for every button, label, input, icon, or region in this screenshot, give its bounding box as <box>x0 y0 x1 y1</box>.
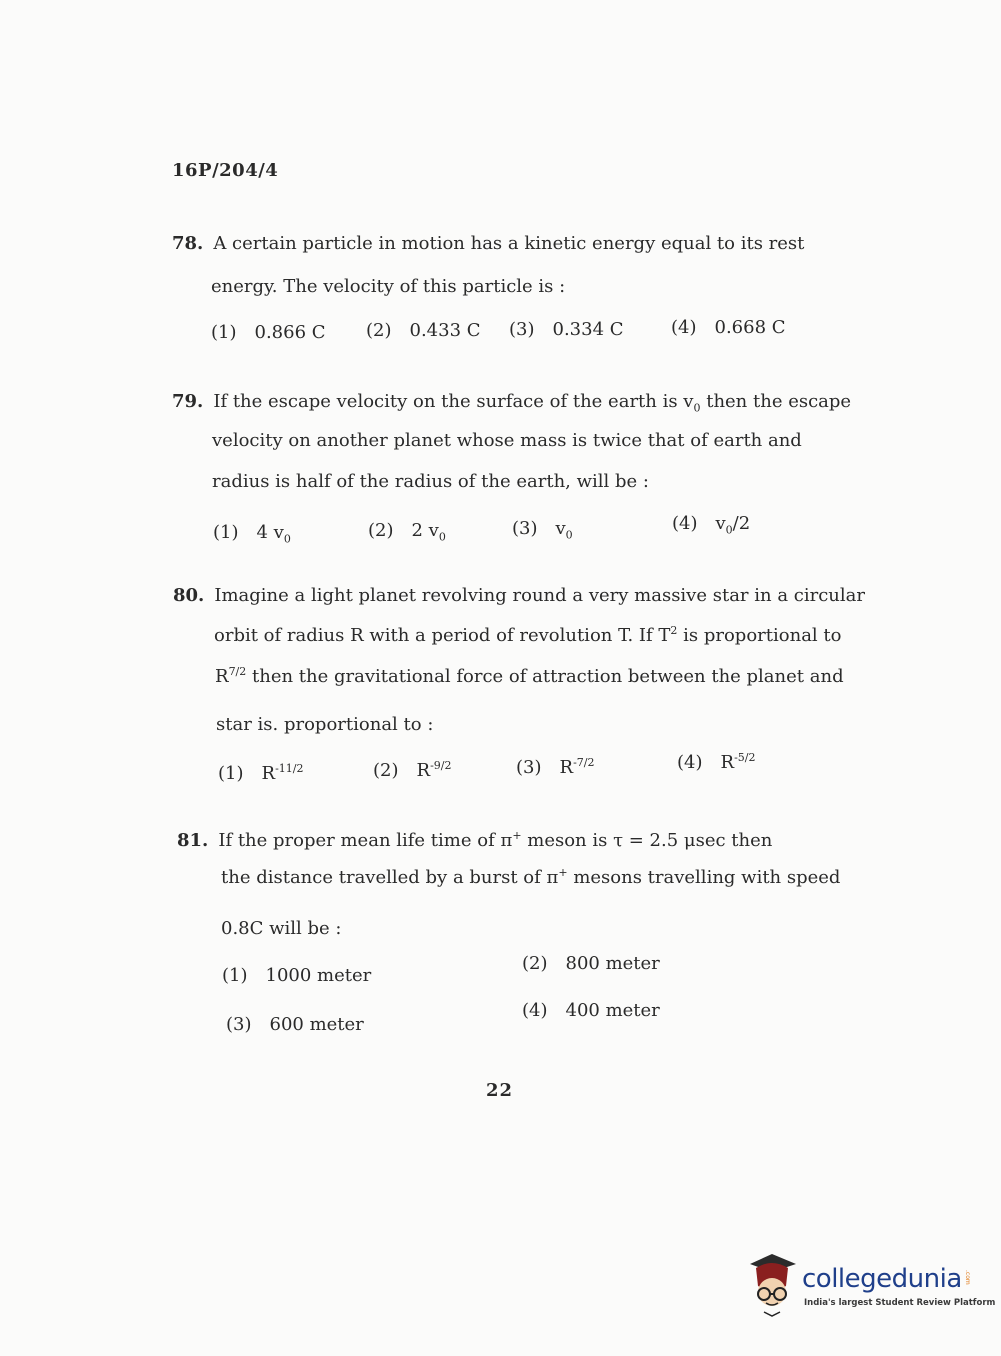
q81-option-2: (2) 800 meter <box>522 953 660 974</box>
question-number: 81. <box>177 830 209 851</box>
q79-option-4: (4) $v_0/2$ <box>672 513 751 537</box>
q78-option-1: (1) 0.866 C <box>211 322 326 343</box>
brand-dotcom: .com <box>964 1270 971 1285</box>
q81-option-4: (4) 400 meter <box>522 1000 660 1021</box>
q79-option-3: (3) $v_0$ <box>512 518 573 542</box>
mascot-icon <box>742 1250 802 1320</box>
q78-option-4: (4) 0.668 C <box>671 317 786 338</box>
question-78-line1: 78. A certain particle in motion has a kinetic energy equal to its rest <box>172 233 805 254</box>
q79-option-2: (2) 2 $v_0$ <box>368 520 446 544</box>
q81-option-1: (1) 1000 meter <box>222 965 372 986</box>
question-79-line2: velocity on another planet whose mass is twice that of earth and <box>212 430 802 451</box>
q79-option-1: (1) 4 $v_0$ <box>213 522 291 546</box>
brand-name: collegedunia <box>802 1264 962 1294</box>
question-81-line3: 0.8C will be : <box>221 918 342 939</box>
question-80-line3: $R^{7/2}$ then the gravitational force of attraction between the planet and <box>215 665 844 687</box>
question-80-line2: orbit of radius R with a period of revolution T. If $T^2$ is proportional to <box>214 624 842 646</box>
q78-option-3: (3) 0.334 C <box>509 319 624 340</box>
q80-option-1: (1) $R^{-11/2}$ <box>218 762 304 784</box>
question-number: 80. <box>173 585 205 606</box>
q80-option-2: (2) $R^{-9/2}$ <box>373 759 452 781</box>
q80-option-4: (4) $R^{-5/2}$ <box>677 751 756 773</box>
brand-tagline: India's largest Student Review Platform <box>804 1298 996 1308</box>
question-79-line3: radius is half of the radius of the earth, will be : <box>212 471 649 492</box>
q81-option-3: (3) 600 meter <box>226 1014 364 1035</box>
question-79-line1: 79. If the escape velocity on the surface of the earth is $v_0$ then the escape <box>172 391 852 415</box>
question-80-line1: 80. Imagine a light planet revolving round a very massive star in a circular <box>173 585 865 606</box>
question-81-line1: 81. If the proper mean life time of π+ meson is τ = 2.5 μsec then <box>177 829 773 851</box>
question-81-line2: the distance travelled by a burst of π+ mesons travelling with speed <box>221 866 841 888</box>
question-80-line4: star is. proportional to : <box>216 714 434 735</box>
paper-code: 16P/204/4 <box>172 160 279 181</box>
q80-option-3: (3) $R^{-7/2}$ <box>516 756 595 778</box>
question-78-line2: energy. The velocity of this particle is : <box>211 276 566 297</box>
collegedunia-logo <box>742 1250 996 1330</box>
page-number: 22 <box>486 1080 514 1101</box>
question-number: 78. <box>172 233 204 254</box>
q78-option-2: (2) 0.433 C <box>366 320 481 341</box>
question-number: 79. <box>172 391 204 412</box>
